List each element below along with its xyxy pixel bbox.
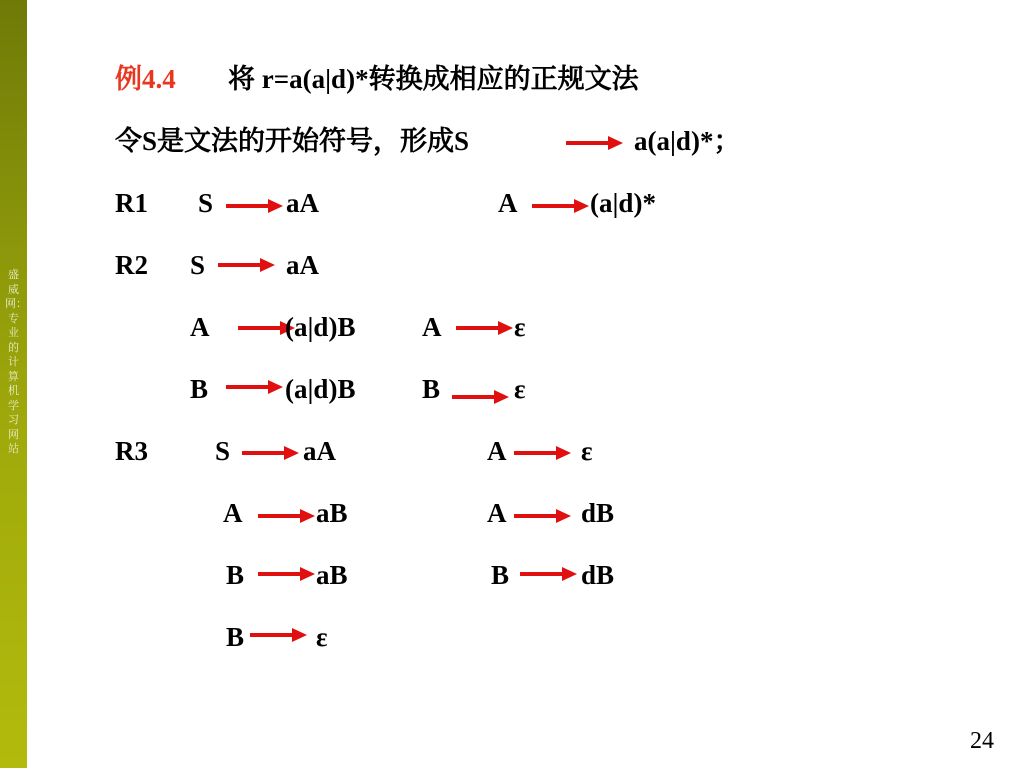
r3-rule-1-rhs: aA (303, 436, 336, 466)
r3-rule-4-rhs: dB (581, 498, 615, 528)
arrow-icon (242, 446, 300, 460)
r1-rule-1-lhs: S (198, 188, 214, 218)
sidebar-watermark: 盛威网：专业的计算机学习网站 (5, 268, 27, 455)
r2-rule-3-rhs: ε (514, 312, 526, 342)
arrow-icon (226, 380, 284, 394)
r2-rule-1-rhs: aA (286, 250, 319, 280)
r3-rule-3-rhs: aB (316, 498, 348, 528)
arrow-icon (218, 258, 276, 272)
intro-rhs: a(a|d)*； (634, 126, 741, 156)
arrow-icon (452, 390, 510, 404)
example-title: 将 r=a(a|d)*转换成相应的正规文法 (228, 64, 639, 94)
r3-rule-1-lhs: S (215, 436, 231, 466)
r1-rule-2-rhs: (a|d)* (590, 188, 656, 218)
r3-rule-7-lhs: B (226, 622, 245, 652)
r3-rule-7-rhs: ε (316, 622, 328, 652)
example-label: 例4.4 (115, 64, 176, 94)
r3-rule-6-rhs: dB (581, 560, 615, 590)
arrow-icon (226, 199, 284, 213)
r3-rule-6-lhs: B (491, 560, 510, 590)
arrow-icon (532, 199, 590, 213)
arrow-icon (250, 628, 308, 642)
r1-rule-1-rhs: aA (286, 188, 319, 218)
r3-rule-2-lhs: A (487, 436, 507, 466)
intro-text: 令S是文法的开始符号，形成S (115, 126, 470, 156)
r2-rule-4-rhs: (a|d)B (285, 374, 356, 404)
r1-label: R1 (115, 188, 148, 218)
page-number: 24 (970, 728, 994, 754)
arrow-icon (514, 446, 572, 460)
left-accent-bar (0, 0, 27, 768)
arrow-icon (514, 509, 572, 523)
r3-rule-2-rhs: ε (581, 436, 593, 466)
r2-rule-4-lhs: B (190, 374, 209, 404)
r2-label: R2 (115, 250, 148, 280)
r2-rule-2-rhs: (a|d)B (285, 312, 356, 342)
r2-rule-3-lhs: A (422, 312, 442, 342)
r1-rule-2-lhs: A (498, 188, 518, 218)
r2-rule-2-lhs: A (190, 312, 210, 342)
arrow-icon (258, 567, 316, 581)
r2-rule-1-lhs: S (190, 250, 206, 280)
r3-rule-3-lhs: A (223, 498, 243, 528)
arrow-icon (520, 567, 578, 581)
arrow-icon (566, 136, 624, 150)
r2-rule-5-rhs: ε (514, 374, 526, 404)
r3-rule-4-lhs: A (487, 498, 507, 528)
r3-rule-5-rhs: aB (316, 560, 348, 590)
r2-rule-5-lhs: B (422, 374, 441, 404)
arrow-icon (258, 509, 316, 523)
r3-label: R3 (115, 436, 148, 466)
arrow-icon (456, 321, 514, 335)
r3-rule-5-lhs: B (226, 560, 245, 590)
